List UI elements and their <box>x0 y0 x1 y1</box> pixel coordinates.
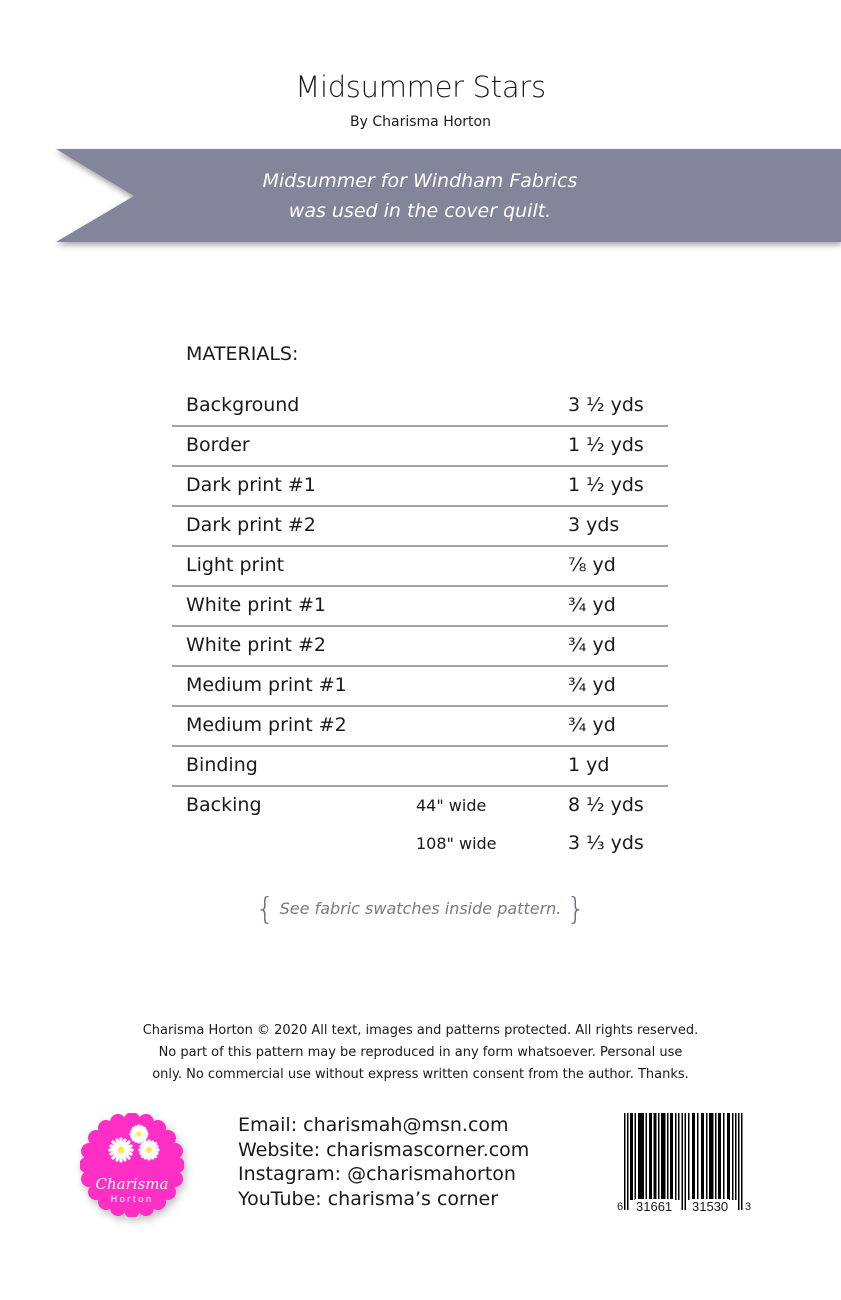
material-quantity: 1 ½ yds <box>568 434 644 456</box>
logo-text-first: Charisma <box>95 1175 169 1193</box>
material-name: Binding <box>186 754 258 776</box>
material-name: Medium print #1 <box>186 674 347 696</box>
material-row <box>172 547 668 587</box>
material-quantity: 3 yds <box>568 514 620 536</box>
material-quantity: 8 ½ yds <box>568 794 644 816</box>
material-quantity: ¾ yd <box>568 674 616 696</box>
contact-youtube: YouTube: charisma’s corner <box>238 1187 499 1210</box>
banner-line-1: Midsummer for Windham Fabrics <box>262 170 578 192</box>
barcode-digit-left: 6 <box>617 1201 624 1213</box>
copyright-notice <box>90 1020 751 1086</box>
material-row <box>172 427 668 467</box>
materials-heading: MATERIALS: <box>186 343 299 365</box>
material-row <box>172 787 668 825</box>
material-width: 108" wide <box>416 834 497 853</box>
material-quantity: 1 yd <box>568 754 610 776</box>
material-row <box>172 825 668 863</box>
material-name: Background <box>186 394 300 416</box>
banner-line-2: was used in the cover quilt. <box>288 200 552 222</box>
material-name: Light print <box>186 554 285 576</box>
material-name: Medium print #2 <box>186 714 347 736</box>
copyright-line-3: only. No commercial use without express written consent from the author. Thanks. <box>152 1067 689 1082</box>
logo-text-last: Horton <box>110 1195 154 1205</box>
material-name: White print #2 <box>186 634 326 656</box>
material-row <box>172 507 668 547</box>
material-name: Backing <box>186 794 262 816</box>
contact-website: Website: charismascorner.com <box>238 1138 530 1161</box>
material-row <box>172 587 668 627</box>
author-byline: By Charisma Horton <box>350 114 491 130</box>
contact-instagram: Instagram: @charismahorton <box>238 1163 516 1185</box>
material-quantity: 3 ⅓ yds <box>568 832 644 854</box>
material-width: 44" wide <box>416 796 487 815</box>
charisma-horton-logo <box>80 1113 184 1217</box>
open-brace-icon: { <box>255 892 275 927</box>
barcode-digit-right: 3 <box>745 1201 752 1213</box>
material-row <box>172 627 668 667</box>
barcode-group-2: 31530 <box>692 1199 729 1214</box>
copyright-line-2: No part of this pattern may be reproduced in any form whatsoever. Personal use <box>158 1045 683 1060</box>
material-quantity: ¾ yd <box>568 714 616 736</box>
material-row <box>172 747 668 787</box>
contact-info <box>238 1113 529 1211</box>
close-brace-icon: } <box>566 892 586 927</box>
material-quantity: 3 ½ yds <box>568 394 644 416</box>
material-row <box>172 467 668 507</box>
material-row <box>172 667 668 707</box>
material-quantity: ¾ yd <box>568 594 616 616</box>
material-name: White print #1 <box>186 594 326 616</box>
upc-barcode <box>617 1110 751 1216</box>
material-quantity: ⅞ yd <box>568 554 616 576</box>
material-row <box>172 707 668 747</box>
material-name: Dark print #2 <box>186 514 316 536</box>
contact-email: Email: charismah@msn.com <box>238 1114 509 1136</box>
materials-table <box>172 387 668 863</box>
material-row <box>172 387 668 427</box>
swatch-note-text: See fabric swatches inside pattern. <box>279 899 562 918</box>
material-quantity: ¾ yd <box>568 634 616 656</box>
swatch-note <box>0 892 841 927</box>
banner-text <box>160 166 680 226</box>
material-quantity: 1 ½ yds <box>568 474 644 496</box>
material-name: Dark print #1 <box>186 474 316 496</box>
material-name: Border <box>186 434 250 456</box>
barcode-group-1: 31661 <box>636 1199 673 1214</box>
copyright-line-1: Charisma Horton © 2020 All text, images and patterns protected. All rights reserved. <box>142 1023 699 1038</box>
pattern-title: Midsummer Stars <box>295 70 546 104</box>
